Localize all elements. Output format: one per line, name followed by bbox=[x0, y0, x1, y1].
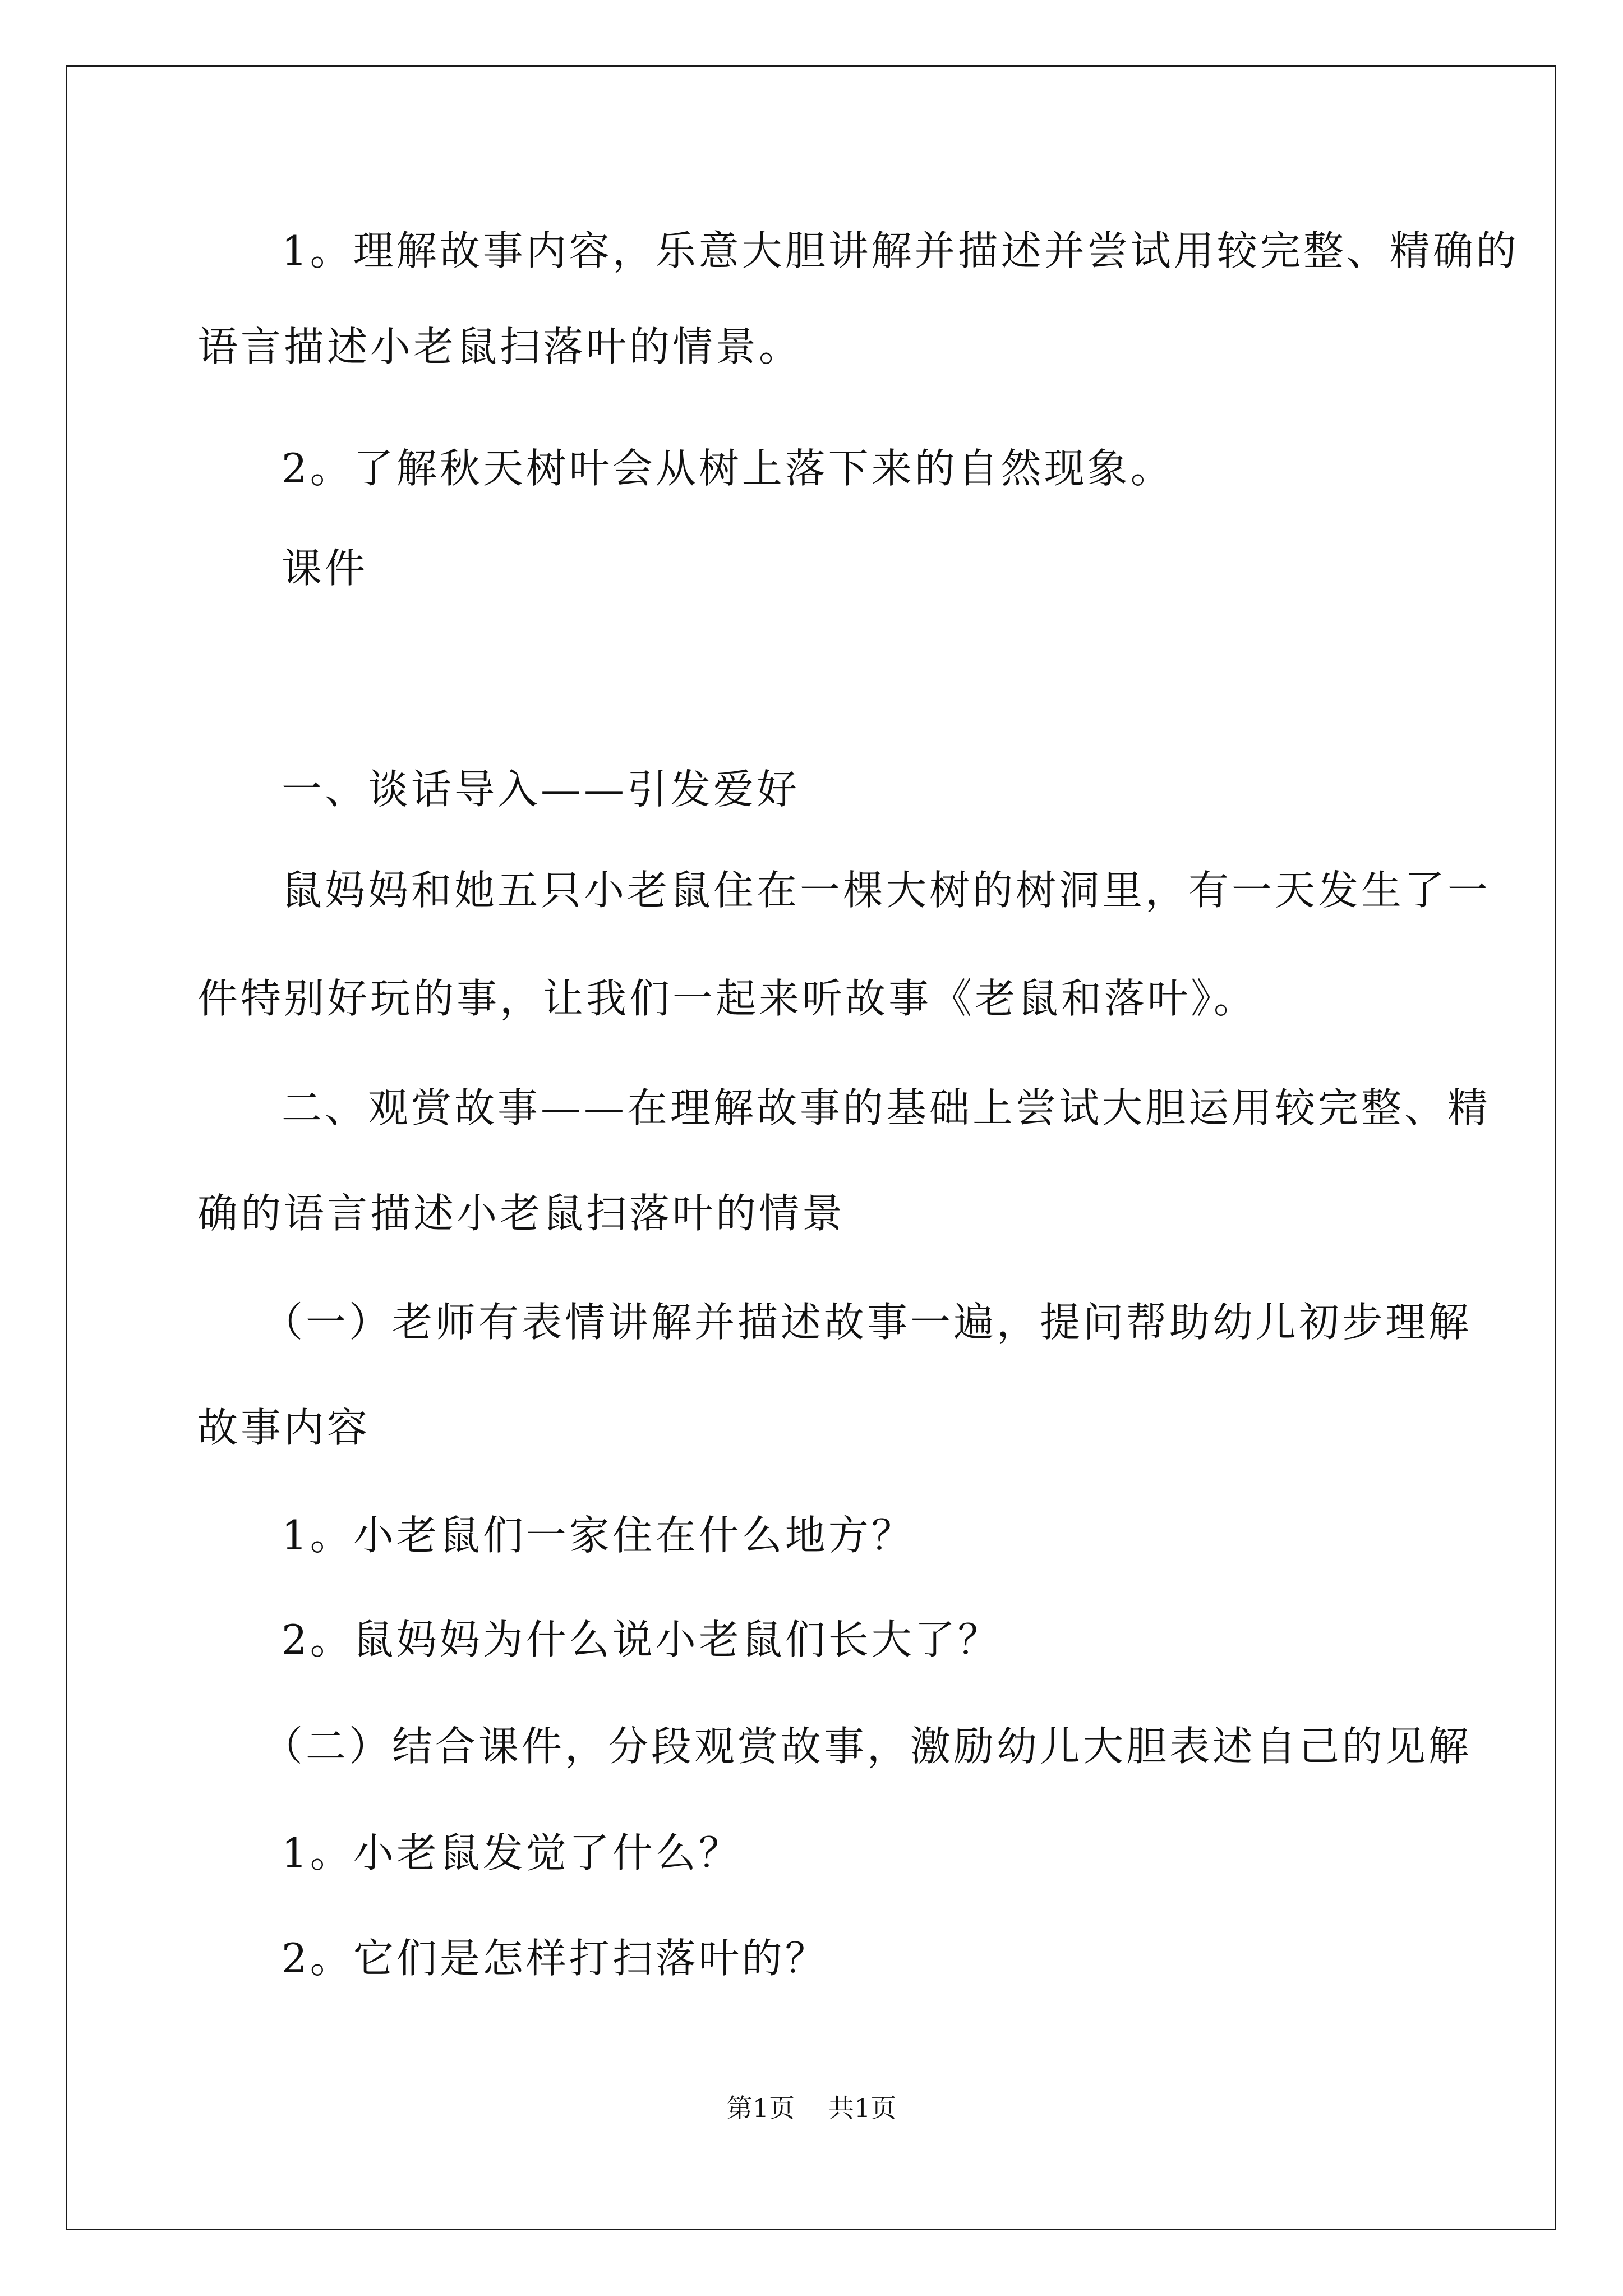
page-current: 第1页 bbox=[726, 2093, 795, 2123]
step-1-line-1: （一）老师有表情讲解并描述故事一遍，提问帮助幼儿初步理解 bbox=[262, 1299, 1472, 1346]
step-1-line-2: 故事内容 bbox=[197, 1404, 371, 1451]
section-1-body-line-2: 件特别好玩的事，让我们一起来听故事《老鼠和落叶》。 bbox=[197, 975, 1257, 1022]
section-1-heading: 一、谈话导入——引发爱好 bbox=[282, 766, 800, 813]
page-footer bbox=[0, 2091, 1623, 2125]
question-1-2: 2。鼠妈妈为什么说小老鼠们长大了？ bbox=[282, 1616, 1001, 1663]
page-total: 共1页 bbox=[828, 2093, 897, 2123]
question-2-2: 2。它们是怎样打扫落叶的？ bbox=[282, 1935, 828, 1982]
objective-1-line-2: 语言描述小老鼠扫落叶的情景。 bbox=[197, 323, 803, 370]
page-border bbox=[66, 65, 1556, 2230]
section-1-body-line-1: 鼠妈妈和她五只小老鼠住在一棵大树的树洞里，有一天发生了一 bbox=[282, 867, 1491, 914]
question-1-1: 1。小老鼠们一家住在什么地方？ bbox=[282, 1512, 915, 1559]
materials-label: 课件 bbox=[282, 545, 368, 592]
section-2-heading-line-1: 二、观赏故事——在理解故事的基础上尝试大胆运用较完整、精 bbox=[282, 1084, 1491, 1131]
section-2-heading-line-2: 确的语言描述小老鼠扫落叶的情景 bbox=[197, 1190, 846, 1237]
step-2: （二）结合课件，分段观赏故事，激励幼儿大胆表述自己的见解 bbox=[262, 1723, 1472, 1770]
objective-1-line-1: 1。理解故事内容，乐意大胆讲解并描述并尝试用较完整、精确的 bbox=[282, 227, 1519, 274]
question-2-1: 1。小老鼠发觉了什么？ bbox=[282, 1829, 742, 1876]
objective-2: 2。了解秋天树叶会从树上落下来的自然现象。 bbox=[282, 445, 1174, 492]
